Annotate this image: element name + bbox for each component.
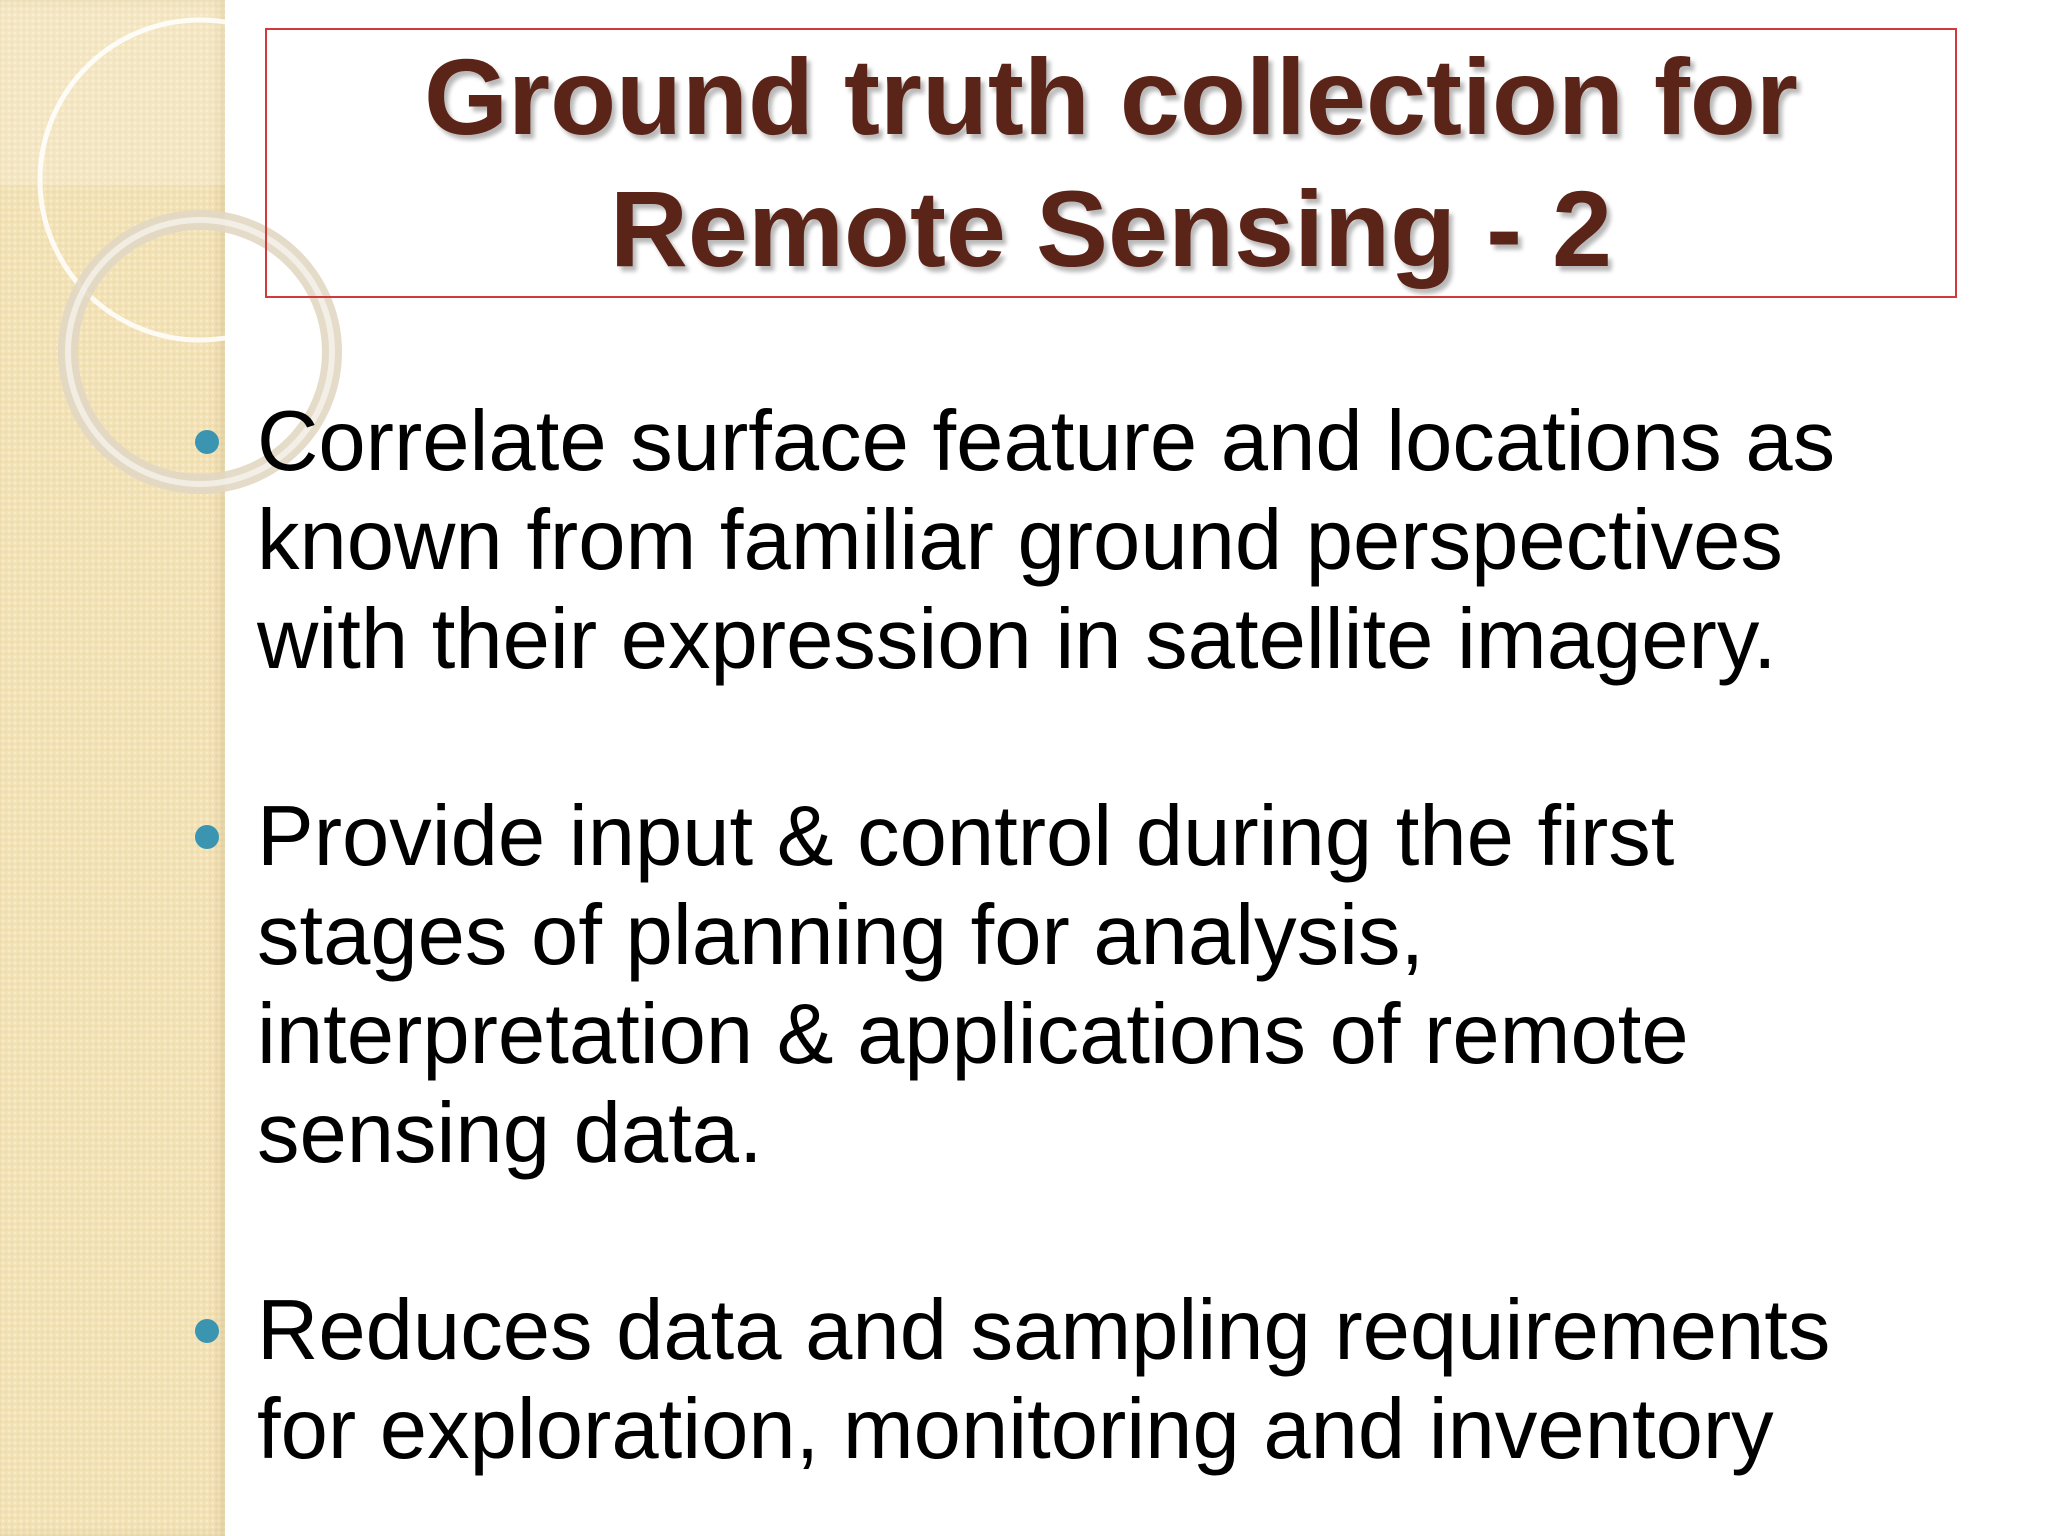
slide-title-line-2: Remote Sensing - 2 bbox=[609, 168, 1613, 289]
slide-title-line-1: Ground truth collection for bbox=[424, 36, 1798, 157]
bullet-text-line: Reduces data and sampling requirements bbox=[257, 1283, 1831, 1378]
title-box bbox=[265, 28, 1957, 298]
bullet-item bbox=[195, 1281, 2015, 1479]
bullet-text-line: for exploration, monitoring and inventory bbox=[257, 1382, 1774, 1477]
bullet-text-line: with their expression in satellite imagery. bbox=[257, 592, 1777, 687]
bullet-text-line: stages of planning for analysis, bbox=[257, 888, 1425, 983]
bullet-item bbox=[195, 392, 2015, 689]
bullet-item bbox=[195, 787, 2015, 1183]
bullet-text-line: known from familiar ground perspectives bbox=[257, 493, 1783, 588]
bullet-text-line: Correlate surface feature and locations as bbox=[257, 394, 1836, 489]
bullet-dot-icon bbox=[195, 1319, 219, 1343]
bullet-dot-icon bbox=[195, 430, 219, 454]
bullet-list bbox=[195, 392, 2015, 1536]
bullet-dot-icon bbox=[195, 825, 219, 849]
bullet-text-line: sensing data. bbox=[257, 1086, 763, 1181]
bullet-text-line: interpretation & applications of remote bbox=[257, 987, 1689, 1082]
bullet-text-line: Provide input & control during the first bbox=[257, 789, 1675, 884]
